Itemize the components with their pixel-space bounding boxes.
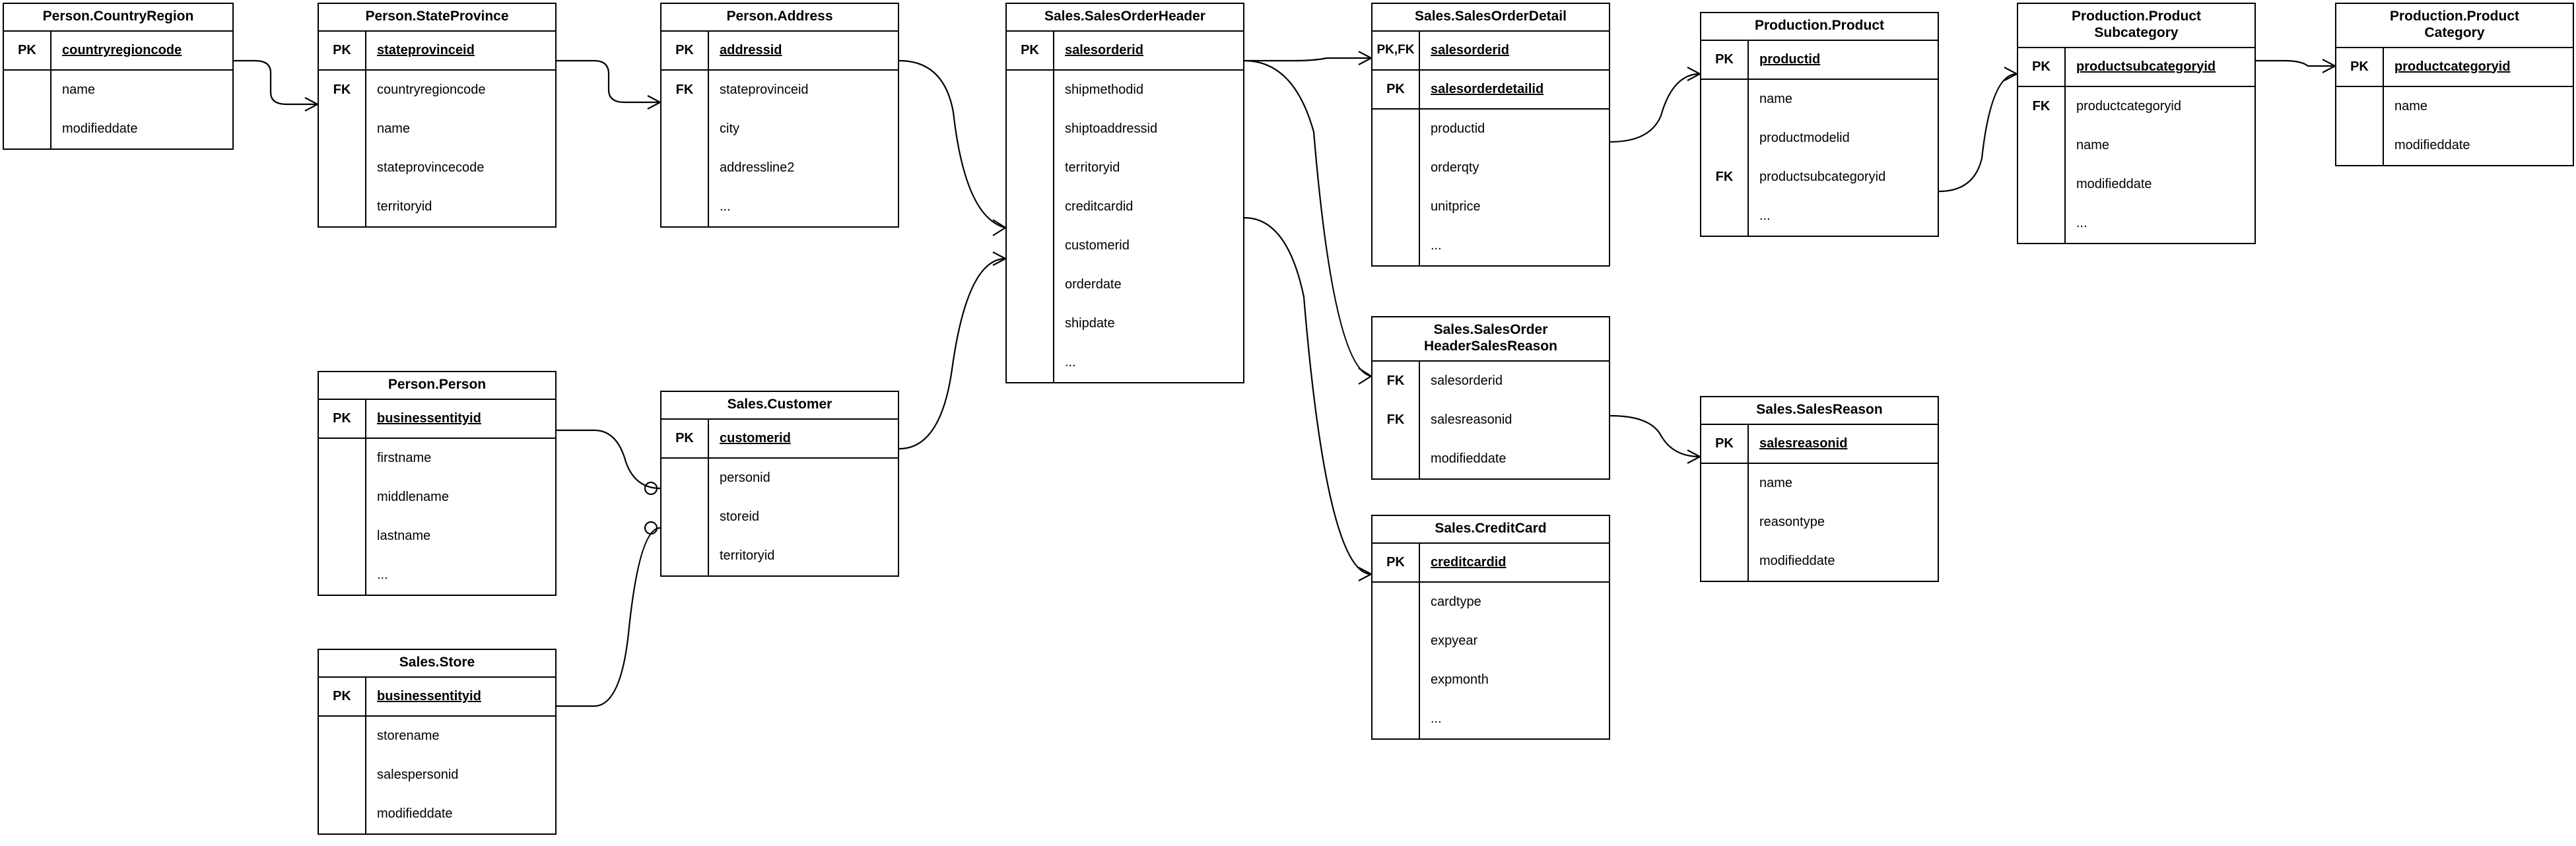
attribute-row [319, 678, 555, 717]
entity-sales_store[interactable] [318, 649, 557, 835]
attribute-key [1373, 700, 1420, 738]
attribute-key [2018, 204, 2066, 243]
attribute-row [1373, 187, 1609, 226]
attribute-name: customerid [1065, 238, 1130, 253]
attribute-row [661, 110, 898, 148]
attribute-key: PK [2018, 48, 2066, 86]
attribute-name: salespersonid [377, 767, 459, 782]
attribute-row [1701, 197, 1938, 236]
attribute-name: city [720, 121, 739, 136]
attribute-row [661, 71, 898, 110]
attribute-key [1373, 661, 1420, 700]
attribute-name: name [2394, 98, 2428, 114]
attribute-key [1007, 110, 1054, 148]
attribute-key: PK [1701, 41, 1749, 79]
rel-salesorderheader-salesorderdetail [1244, 58, 1371, 61]
attribute-row [319, 478, 555, 517]
entity-title-line: Category [2424, 24, 2485, 40]
attribute-row [4, 110, 232, 148]
entity-person_stateprovince[interactable] [318, 3, 557, 228]
attribute-key [319, 439, 366, 478]
attribute-name: modifieddate [2076, 176, 2152, 191]
entity-title-person_stateprovince [319, 4, 555, 32]
attribute-name: salesreasonid [1759, 436, 1848, 451]
attribute-row [2336, 87, 2573, 126]
attribute-name: name [377, 121, 411, 136]
attribute-name: unitprice [1431, 199, 1481, 214]
attribute-row [319, 517, 555, 556]
attribute-name: name [2076, 137, 2110, 152]
entity-title-line: Sales.CreditCard [1435, 521, 1547, 536]
attribute-key [661, 187, 709, 226]
attribute-name: shipmethodid [1065, 82, 1143, 97]
attribute-row [2018, 87, 2254, 126]
entity-production_productsubcategory[interactable] [2017, 3, 2256, 244]
attribute-name: expmonth [1431, 672, 1489, 687]
attribute-row [319, 439, 555, 478]
attribute-row [661, 537, 898, 575]
attribute-name: addressid [720, 42, 782, 57]
attribute-name: productcategoryid [2076, 98, 2181, 114]
attribute-name: storename [377, 728, 440, 743]
attribute-row [319, 110, 555, 148]
entity-title-person_address [661, 4, 898, 32]
entity-title-production_productcategory [2336, 4, 2573, 48]
attribute-key [319, 110, 366, 148]
attribute-key [1373, 439, 1420, 478]
attribute-key: FK [2018, 87, 2066, 126]
rel-customer-salesorderheader [899, 259, 1005, 449]
rel-salesorderdetail-product [1610, 74, 1700, 142]
attribute-row [2018, 126, 2254, 165]
attribute-name: salesreasonid [1431, 412, 1512, 427]
attribute-key [1701, 503, 1749, 542]
attribute-key: PK [319, 400, 366, 438]
attribute-name: cardtype [1431, 594, 1481, 609]
attribute-key [1701, 80, 1749, 119]
attribute-name: productid [1759, 51, 1821, 67]
attribute-key: FK [1701, 158, 1749, 197]
entity-person_person[interactable] [318, 371, 557, 596]
attribute-key: PK [2336, 48, 2384, 86]
attribute-name: name [62, 82, 96, 97]
attribute-key [2336, 87, 2384, 126]
attribute-key [319, 717, 366, 756]
entity-title-sales_salesorderheadersalesreason [1373, 317, 1609, 362]
attribute-key: PK, FK [1373, 32, 1420, 69]
entity-title-line: Sales.Customer [727, 397, 832, 412]
attribute-name: modifieddate [1759, 553, 1835, 568]
attribute-key: PK [4, 32, 51, 69]
entity-title-line: Person.CountryRegion [42, 9, 194, 24]
attribute-key: FK [319, 71, 366, 110]
attribute-name: storeid [720, 509, 760, 524]
attribute-name: expyear [1431, 633, 1478, 648]
attribute-row [1701, 80, 1938, 119]
attribute-row [4, 71, 232, 110]
attribute-row [319, 556, 555, 595]
attribute-name: ... [1759, 208, 1771, 223]
attribute-row [1701, 425, 1938, 464]
attribute-name: shiptoaddressid [1065, 121, 1158, 136]
entity-title-production_product [1701, 13, 1938, 41]
attribute-name: customerid [720, 430, 791, 445]
rel-person-customer [557, 430, 660, 488]
attribute-name: addressline2 [720, 160, 795, 175]
attribute-name: salesorderid [1431, 42, 1509, 57]
attribute-row [1373, 110, 1609, 148]
attribute-key [319, 187, 366, 226]
attribute-key [2018, 126, 2066, 165]
attribute-row [1007, 343, 1243, 382]
rel-stateprovince-address [557, 61, 660, 102]
rel-salesorderheader-creditcard [1244, 218, 1371, 574]
attribute-name: ... [1431, 711, 1442, 726]
attribute-key [1373, 583, 1420, 622]
attribute-row [319, 71, 555, 110]
attribute-row [1373, 71, 1609, 110]
attribute-name: creditcardid [1065, 199, 1134, 214]
attribute-name: personid [720, 470, 770, 485]
attribute-name: productsubcategoryid [1759, 169, 1886, 184]
attribute-key [1701, 464, 1749, 503]
attribute-key [319, 556, 366, 595]
attribute-row [1701, 41, 1938, 80]
attribute-name: name [1759, 475, 1793, 490]
entity-title-line: Person.StateProvince [365, 9, 509, 24]
attribute-key [319, 756, 366, 795]
attribute-row [4, 32, 232, 71]
rel-salesorderheader-salesreasonlink [1244, 61, 1371, 376]
attribute-row [661, 420, 898, 459]
attribute-row [1007, 304, 1243, 343]
attribute-key [4, 71, 51, 110]
attribute-row [1701, 158, 1938, 197]
attribute-name: orderqty [1431, 160, 1479, 175]
attribute-key [1373, 148, 1420, 187]
attribute-name: territoryid [377, 199, 432, 214]
attribute-name: shipdate [1065, 315, 1115, 331]
attribute-row [1007, 148, 1243, 187]
attribute-row [1701, 464, 1938, 503]
attribute-name: productid [1431, 121, 1485, 136]
attribute-row [1007, 71, 1243, 110]
entity-title-line: Sales.SalesOrderDetail [1415, 9, 1567, 24]
attribute-key [1373, 622, 1420, 661]
attribute-row [661, 148, 898, 187]
attribute-name: salesorderdetailid [1431, 81, 1544, 96]
attribute-row [1007, 110, 1243, 148]
attribute-name: productmodelid [1759, 130, 1850, 145]
attribute-name: ... [1065, 354, 1076, 370]
attribute-name: modifieddate [1431, 451, 1507, 466]
attribute-key [1007, 226, 1054, 265]
attribute-key [661, 148, 709, 187]
entity-production_product[interactable] [1700, 12, 1939, 237]
attribute-row [1007, 32, 1243, 71]
attribute-key [319, 795, 366, 833]
attribute-key [661, 110, 709, 148]
attribute-row [1373, 226, 1609, 265]
attribute-row [661, 32, 898, 71]
attribute-row [1373, 661, 1609, 700]
attribute-row [319, 756, 555, 795]
entity-title-line: Subcategory [2094, 24, 2179, 40]
entity-title-line: Production.Product [2390, 9, 2519, 24]
attribute-key [1007, 71, 1054, 110]
attribute-key [319, 478, 366, 517]
attribute-row [1373, 401, 1609, 439]
entity-title-line: Sales.SalesOrder [1433, 322, 1548, 337]
attribute-key [1373, 226, 1420, 265]
rel-store-customer [557, 528, 660, 706]
attribute-key: PK [661, 32, 709, 69]
entity-title-line: Person.Address [726, 9, 833, 24]
attribute-name: productcategoryid [2394, 59, 2511, 74]
attribute-name: modifieddate [62, 121, 138, 136]
attribute-key: FK [661, 71, 709, 110]
attribute-name: territoryid [1065, 160, 1120, 175]
attribute-key [661, 537, 709, 575]
attribute-name: firstname [377, 450, 432, 465]
entity-title-line: Production.Product [1755, 18, 1884, 33]
attribute-key: PK [319, 32, 366, 69]
attribute-row [661, 459, 898, 498]
attribute-name: salesorderid [1065, 42, 1143, 57]
attribute-key [1007, 265, 1054, 304]
attribute-name: creditcardid [1431, 554, 1507, 569]
attribute-key [1007, 148, 1054, 187]
attribute-name: reasontype [1759, 514, 1825, 529]
attribute-row [1373, 32, 1609, 71]
attribute-row [319, 795, 555, 833]
entity-sales_salesorderheadersalesreason[interactable] [1371, 316, 1610, 480]
attribute-row [1373, 362, 1609, 401]
attribute-key: PK [319, 678, 366, 715]
attribute-name: territoryid [720, 548, 775, 563]
attribute-row [319, 148, 555, 187]
attribute-row [2018, 165, 2254, 204]
attribute-row [1373, 439, 1609, 478]
entity-sales_customer[interactable] [660, 391, 899, 577]
entity-title-line: Production.Product [2072, 9, 2201, 24]
attribute-row [319, 717, 555, 756]
rel-productsubcategory-productcategory [2256, 61, 2335, 66]
attribute-key [1701, 119, 1749, 158]
entity-title-sales_salesreason [1701, 397, 1938, 425]
entity-title-line: HeaderSalesReason [1424, 338, 1557, 354]
attribute-row [319, 400, 555, 439]
attribute-row [2336, 48, 2573, 87]
attribute-name: countryregioncode [377, 82, 486, 97]
entity-title-sales_salesorderdetail [1373, 4, 1609, 32]
attribute-key [319, 517, 366, 556]
attribute-row [1701, 542, 1938, 581]
attribute-row [661, 498, 898, 537]
attribute-name: stateprovinceid [720, 82, 809, 97]
attribute-name: stateprovincecode [377, 160, 485, 175]
attribute-row [2018, 48, 2254, 87]
attribute-key: PK [1007, 32, 1054, 69]
attribute-key [1701, 542, 1749, 581]
attribute-name: orderdate [1065, 277, 1122, 292]
attribute-row [2018, 204, 2254, 243]
entity-person_address[interactable] [660, 3, 899, 228]
attribute-row [1701, 119, 1938, 158]
attribute-key [1007, 343, 1054, 382]
entity-sales_creditcard[interactable] [1371, 515, 1610, 740]
attribute-key [1701, 197, 1749, 236]
attribute-row [1701, 503, 1938, 542]
attribute-name: ... [377, 567, 388, 582]
attribute-name: modifieddate [377, 806, 453, 821]
attribute-key: PK [1373, 544, 1420, 581]
attribute-name: lastname [377, 528, 431, 543]
attribute-row [1373, 544, 1609, 583]
attribute-key [2018, 165, 2066, 204]
entity-production_productcategory[interactable] [2335, 3, 2574, 166]
attribute-key [1007, 304, 1054, 343]
attribute-row [1373, 583, 1609, 622]
attribute-row [1373, 148, 1609, 187]
attribute-key: PK [1373, 71, 1420, 108]
attribute-key [1373, 187, 1420, 226]
attribute-key [1373, 110, 1420, 148]
entity-title-production_productsubcategory [2018, 4, 2254, 48]
entity-title-person_person [319, 372, 555, 400]
attribute-name: ... [720, 199, 731, 214]
attribute-row [1373, 622, 1609, 661]
rel-salesreasonlink-salesreason [1610, 416, 1700, 457]
attribute-key: FK [1373, 362, 1420, 401]
attribute-name: middlename [377, 489, 449, 504]
attribute-key: FK [1373, 401, 1420, 439]
attribute-key [661, 498, 709, 537]
entity-title-sales_creditcard [1373, 516, 1609, 544]
entity-person_countryregion[interactable] [3, 3, 234, 150]
entity-title-sales_customer [661, 392, 898, 420]
attribute-row [1007, 187, 1243, 226]
attribute-row [2336, 126, 2573, 165]
attribute-key [661, 459, 709, 498]
attribute-key: PK [1701, 425, 1749, 463]
entity-title-line: Sales.SalesReason [1756, 402, 1883, 417]
entity-title-line: Sales.SalesOrderHeader [1044, 9, 1205, 24]
attribute-key [319, 148, 366, 187]
attribute-name: stateprovinceid [377, 42, 475, 57]
attribute-name: name [1759, 91, 1793, 106]
attribute-row [661, 187, 898, 226]
attribute-name: ... [1431, 238, 1442, 253]
entity-sales_salesreason[interactable] [1700, 396, 1939, 582]
entity-title-line: Person.Person [388, 377, 487, 392]
attribute-name: businessentityid [377, 410, 481, 426]
attribute-key [2336, 126, 2384, 165]
attribute-key [1007, 187, 1054, 226]
attribute-key: PK [661, 420, 709, 457]
entity-title-line: Sales.Store [399, 655, 475, 670]
rel-product-productsubcategory [1939, 74, 2017, 191]
attribute-name: salesorderid [1431, 373, 1503, 388]
attribute-row [319, 32, 555, 71]
attribute-key [4, 110, 51, 148]
entity-title-sales_store [319, 650, 555, 678]
attribute-name: ... [2076, 215, 2087, 230]
rel-address-salesorderheader [899, 61, 1005, 228]
attribute-row [1007, 265, 1243, 304]
attribute-name: countryregioncode [62, 42, 182, 57]
attribute-name: productsubcategoryid [2076, 59, 2216, 74]
entity-sales_salesorderheader[interactable] [1005, 3, 1244, 383]
entity-title-sales_salesorderheader [1007, 4, 1243, 32]
entity-sales_salesorderdetail[interactable] [1371, 3, 1610, 267]
attribute-name: modifieddate [2394, 137, 2470, 152]
attribute-name: businessentityid [377, 688, 481, 703]
entity-title-person_countryregion [4, 4, 232, 32]
rel-countryregion-stateprovince [234, 61, 318, 104]
attribute-row [1007, 226, 1243, 265]
attribute-row [1373, 700, 1609, 738]
attribute-row [319, 187, 555, 226]
